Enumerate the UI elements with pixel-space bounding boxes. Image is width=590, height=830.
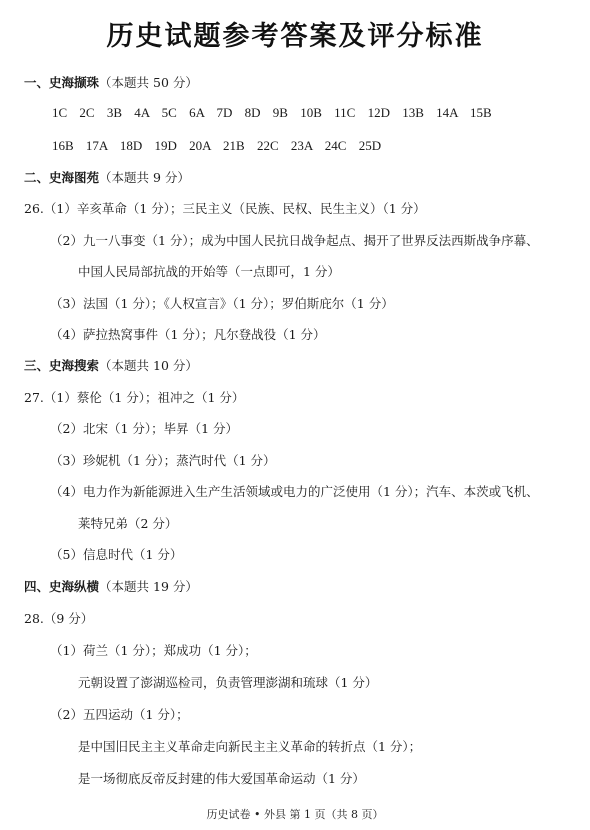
q28-line-1: 28.（9 分）: [24, 611, 94, 626]
q26-line-4: （3）法国（1 分）；《人权宣言》（1 分）；罗伯斯庇尔（1 分）: [50, 296, 394, 311]
q28-line-6: 是一场彻底反帝反封建的伟大爱国革命运动（1 分）: [78, 771, 365, 786]
page-title: 历史试题参考答案及评分标准: [106, 21, 484, 52]
q26-line-1: 26.（1）辛亥革命（1 分）；三民主义（民族、民权、民生主义）（1 分）: [24, 201, 426, 216]
section-2-note: （本题共 9 分）: [99, 170, 190, 185]
section-3-header: [24, 358, 198, 374]
section-1-note: （本题共 50 分）: [99, 75, 198, 90]
section-4-note: （本题共 19 分）: [99, 579, 198, 594]
section-1-heading: 一、史海撷珠: [24, 75, 100, 90]
section-3-note: （本题共 10 分）: [99, 358, 198, 373]
q27-line-1: 27.（1）蔡伦（1 分）；祖冲之（1 分）: [24, 390, 245, 405]
q28-line-5: 是中国旧民主主义革命走向新民主主义革命的转折点（1 分）；: [78, 739, 422, 754]
page-footer: 历史试卷 • 外县 第 1 页（共 8 页）: [206, 808, 384, 821]
q27-line-5: 莱特兄弟（2 分）: [78, 516, 178, 531]
q26-line-3: 中国人民局部抗战的开始等（一点即可，1 分）: [78, 264, 340, 279]
section-4-heading: 四、史海纵横: [24, 579, 100, 594]
section-3-heading: 三、史海搜索: [24, 358, 100, 373]
q26-line-5: （4）萨拉热窝事件（1 分）；凡尔登战役（1 分）: [50, 327, 326, 342]
section-4-header: [24, 579, 198, 595]
choice-answers-row-2: 16B 17A 18D 19D 20A 21B 22C 23A 24C 25D: [52, 138, 382, 153]
section-1-header: [24, 75, 198, 91]
q28-line-4: （2）五四运动（1 分）；: [50, 707, 189, 722]
q27-line-6: （5）信息时代（1 分）: [50, 547, 183, 562]
q28-line-3: 元朝设置了澎湖巡检司，负责管理澎湖和琉球（1 分）: [78, 675, 378, 690]
q26-line-2: （2）九一八事变（1 分）；成为中国人民抗日战争起点、揭开了世界反法西斯战争序幕、: [50, 233, 539, 248]
q27-line-4: （4）电力作为新能源进入生产生活领域或电力的广泛使用（1 分）；汽车、本茨或飞机、: [50, 484, 539, 499]
q28-line-2: （1）荷兰（1 分）；郑成功（1 分）；: [50, 643, 257, 658]
section-2-heading: 二、史海图苑: [24, 170, 100, 185]
q27-line-2: （2）北宋（1 分）；毕昇（1 分）: [50, 421, 239, 436]
q27-line-3: （3）珍妮机（1 分）；蒸汽时代（1 分）: [50, 453, 276, 468]
section-2-header: [24, 170, 190, 186]
choice-answers-row-1: 1C 2C 3B 4A 5C 6A 7D 8D 9B 10B 11C 12D 13B 14A 15B: [52, 105, 492, 120]
